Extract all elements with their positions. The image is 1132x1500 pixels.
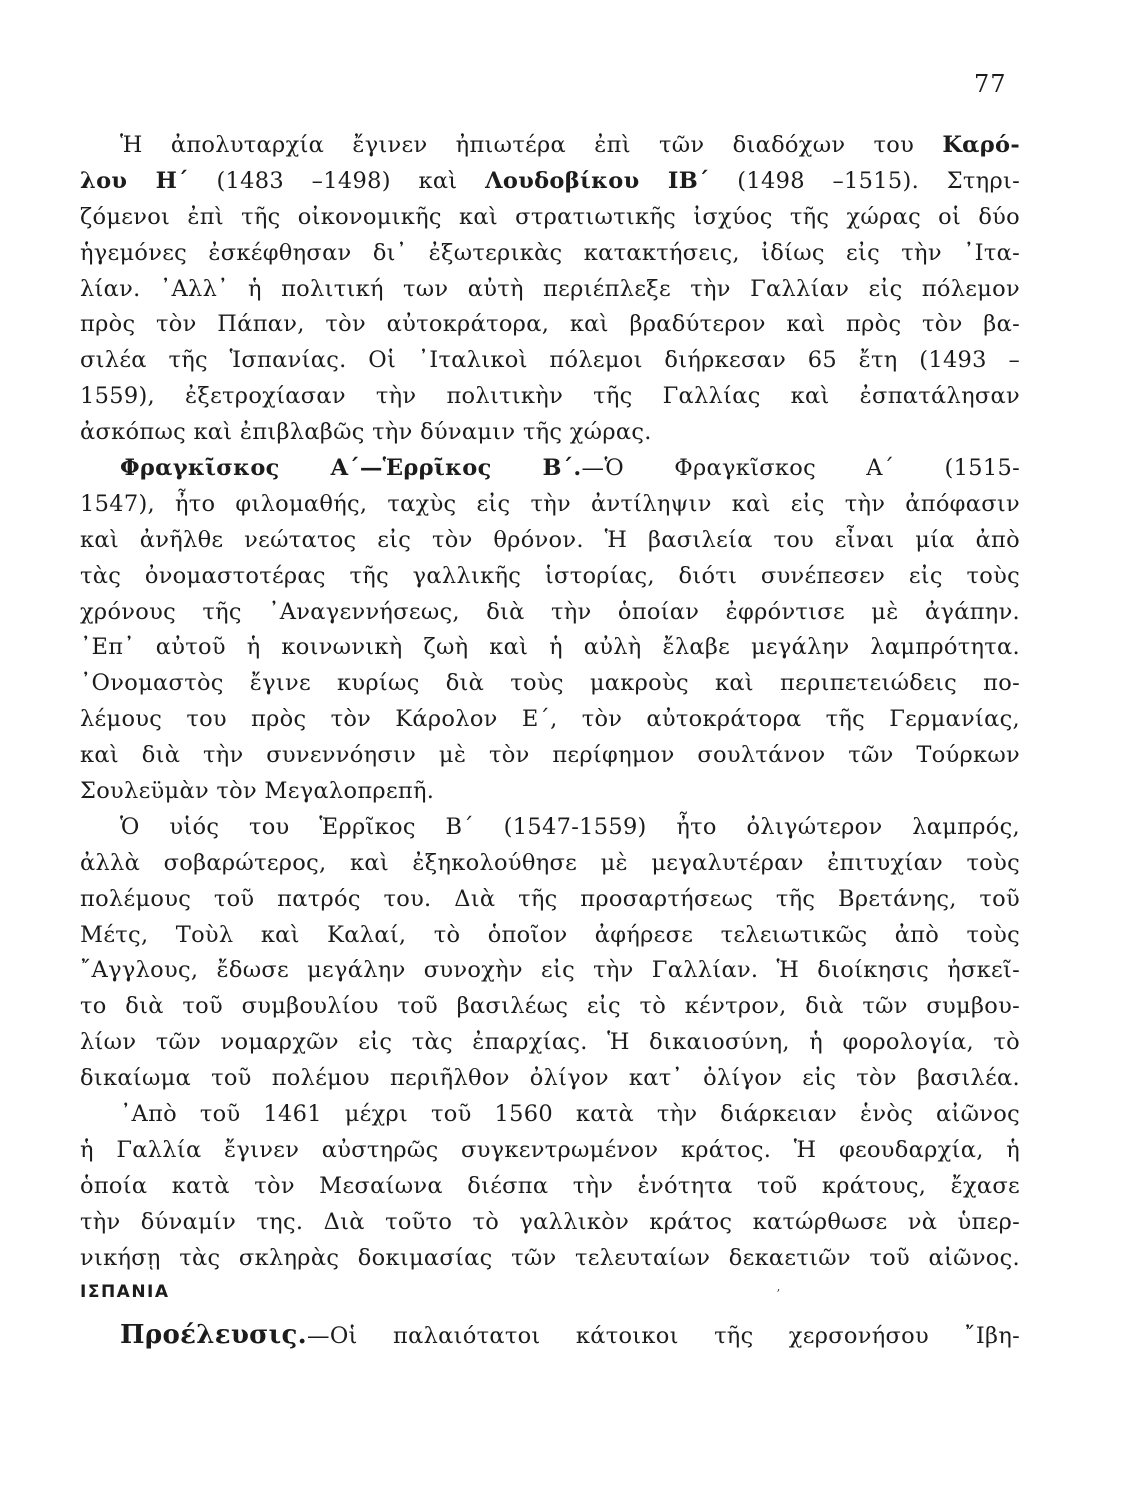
text-line: καὶ διὰ τὴν συνεννόησιν μὲ τὸν περίφημον σουλτάνον τῶν Τούρκων (80, 742, 1020, 769)
text-line: χρόνους τῆς ᾿Αναγεννήσεως, διὰ τὴν ὁποίαν ἐφρόντισε μὲ ἀγάπην. (80, 598, 1020, 625)
subheading: Προέλευσις. (120, 1320, 308, 1350)
text-line: ῎Αγγλους, ἔδωσε μεγάλην συνοχὴν εἰς τὴν Γαλλίαν. Ἡ διοίκησις ἠσκεῖ- (80, 957, 1020, 984)
text-line: δικαίωμα τοῦ πολέμου περιῆλθον ὀλίγον κατ᾿ ὀλίγον εἰς τὸν βασιλέα. (80, 1065, 1020, 1092)
text-line: νικήσῃ τὰς σκληρὰς δοκιμασίας τῶν τελευταίων δεκαετιῶν τοῦ αἰῶνος. (80, 1244, 1020, 1271)
text-line: Προέλευσις.—Οἱ παλαιότατοι κάτοικοι τῆς χερσονήσου ῎Ιβη- (120, 1320, 1020, 1350)
subheading: Φραγκῖσκος Α΄—Ἑρρῖκος Β΄. (120, 455, 582, 482)
text-line: λίαν. ᾿Αλλ᾿ ἡ πολιτική των αὐτὴ περιέπλεξε τὴν Γαλλίαν εἰς πόλεμον (80, 275, 1020, 302)
text-line: πολέμους τοῦ πατρός του. Διὰ τῆς προσαρτήσεως τῆς Βρετάνης, τοῦ (80, 885, 1020, 912)
page-number: 77 (974, 70, 1007, 98)
text-line: ᾿Ονομαστὸς ἔγινε κυρίως διὰ τοὺς μακροὺς καὶ περιπετειώδεις πο- (80, 670, 1020, 697)
text-line: πρὸς τὸν Πάπαν, τὸν αὐτοκράτορα, καὶ βραδύτερον καὶ πρὸς τὸν βα- (80, 311, 1020, 338)
text-line: ὁποία κατὰ τὸν Μεσαίωνα διέσπα τὴν ἑνότητα τοῦ κράτους, ἔχασε (80, 1172, 1020, 1199)
bold-name: λου Η΄ (80, 167, 189, 194)
text-line: ᾿Απὸ τοῦ 1461 μέχρι τοῦ 1560 κατὰ τὴν διάρκειαν ἑνὸς αἰῶνος (120, 1101, 1020, 1128)
text-line: καὶ ἀνῆλθε νεώτατος εἰς τὸν θρόνον. Ἡ βασιλεία του εἶναι μία ἀπὸ (80, 526, 1020, 553)
body-text (80, 128, 1020, 1277)
text-line: λου Η΄ (1483 –1498) καὶ Λουδοβίκου ΙΒ΄ (1498 –1515). Στηρι- (80, 167, 1021, 194)
text-line: ζόμενοι ἐπὶ τῆς οἰκονομικῆς καὶ στρατιωτικῆς ἰσχύος τῆς χώρας οἱ δύο (80, 203, 1020, 230)
text-line: ἡ Γαλλία ἔγινεν αὐστηρῶς συγκεντρωμένον κράτος. Ἡ φεουδαρχία, ἡ (80, 1136, 1020, 1163)
text-line: ἀλλὰ σοβαρώτερος, καὶ ἐξηκολούθησε μὲ μεγαλυτέραν ἐπιτυχίαν τοὺς (80, 849, 1020, 876)
text-line: λέμους του πρὸς τὸν Κάρολον Ε΄, τὸν αὐτοκράτορα τῆς Γερμανίας, (80, 706, 1020, 733)
bold-name: Καρό- (942, 132, 1020, 158)
bold-name: Λουδοβίκου ΙΒ΄ (485, 167, 710, 194)
section-heading: ΙΣΠΑΝΙΑ (80, 1282, 170, 1302)
text-line: Ὁ υἱός του Ἑρρῖκος Β΄ (1547-1559) ἦτο ὀλιγώτερον λαμπρός, (120, 813, 1020, 840)
section-paragraph (80, 1318, 1020, 1354)
text-line: ἀσκόπως καὶ ἐπιβλαβῶς τὴν δύναμιν τῆς χώρας. (80, 419, 652, 446)
print-speck: ʼ (776, 1287, 780, 1301)
text-line: το διὰ τοῦ συμβουλίου τοῦ βασιλέως εἰς τὸ κέντρον, διὰ τῶν συμβου- (80, 993, 1020, 1020)
text-line: Ἡ ἀπολυταρχία ἔγινεν ἠπιωτέρα ἐπὶ τῶν διαδόχων του Καρό- (120, 132, 1020, 158)
text-line: 1559), ἐξετροχίασαν τὴν πολιτικὴν τῆς Γαλλίας καὶ ἐσπατάλησαν (80, 383, 1020, 410)
subheading-line: Φραγκῖσκος Α΄—Ἑρρῖκος Β΄.—Ὁ Φραγκῖσκος Α΄ (1515- (120, 455, 1020, 482)
text-line: 1547), ἦτο φιλομαθής, ταχὺς εἰς τὴν ἀντίληψιν καὶ εἰς τὴν ἀπόφασιν (80, 490, 1020, 517)
text-line: ᾿Επ᾿ αὐτοῦ ἡ κοινωνικὴ ζωὴ καὶ ἡ αὐλὴ ἔλαβε μεγάλην λαμπρότητα. (80, 634, 1020, 661)
text-line: τὰς ὀνομαστοτέρας τῆς γαλλικῆς ἱστορίας, διότι συνέπεσεν εἰς τοὺς (80, 562, 1020, 589)
text-line: τὴν δύναμίν της. Διὰ τοῦτο τὸ γαλλικὸν κράτος κατώρθωσε νὰ ὑπερ- (80, 1208, 1020, 1235)
text-line: λίων τῶν νομαρχῶν εἰς τὰς ἐπαρχίας. Ἡ δικαιοσύνη, ἡ φορολογία, τὸ (80, 1029, 1020, 1056)
text-line: Μέτς, Τοὺλ καὶ Καλαί, τὸ ὁποῖον ἀφήρεσε τελειωτικῶς ἀπὸ τοὺς (80, 921, 1020, 948)
text-line: Σουλεϋμὰν τὸν Μεγαλοπρεπῆ. (80, 778, 435, 805)
text-line: σιλέα τῆς Ἱσπανίας. Οἱ ᾿Ιταλικοὶ πόλεμοι διήρκεσαν 65 ἔτη (1493 – (80, 347, 1020, 374)
text-line: ἡγεμόνες ἐσκέφθησαν δι᾿ ἐξωτερικὰς κατακτήσεις, ἰδίως εἰς τὴν ᾿Ιτα- (80, 239, 1020, 266)
